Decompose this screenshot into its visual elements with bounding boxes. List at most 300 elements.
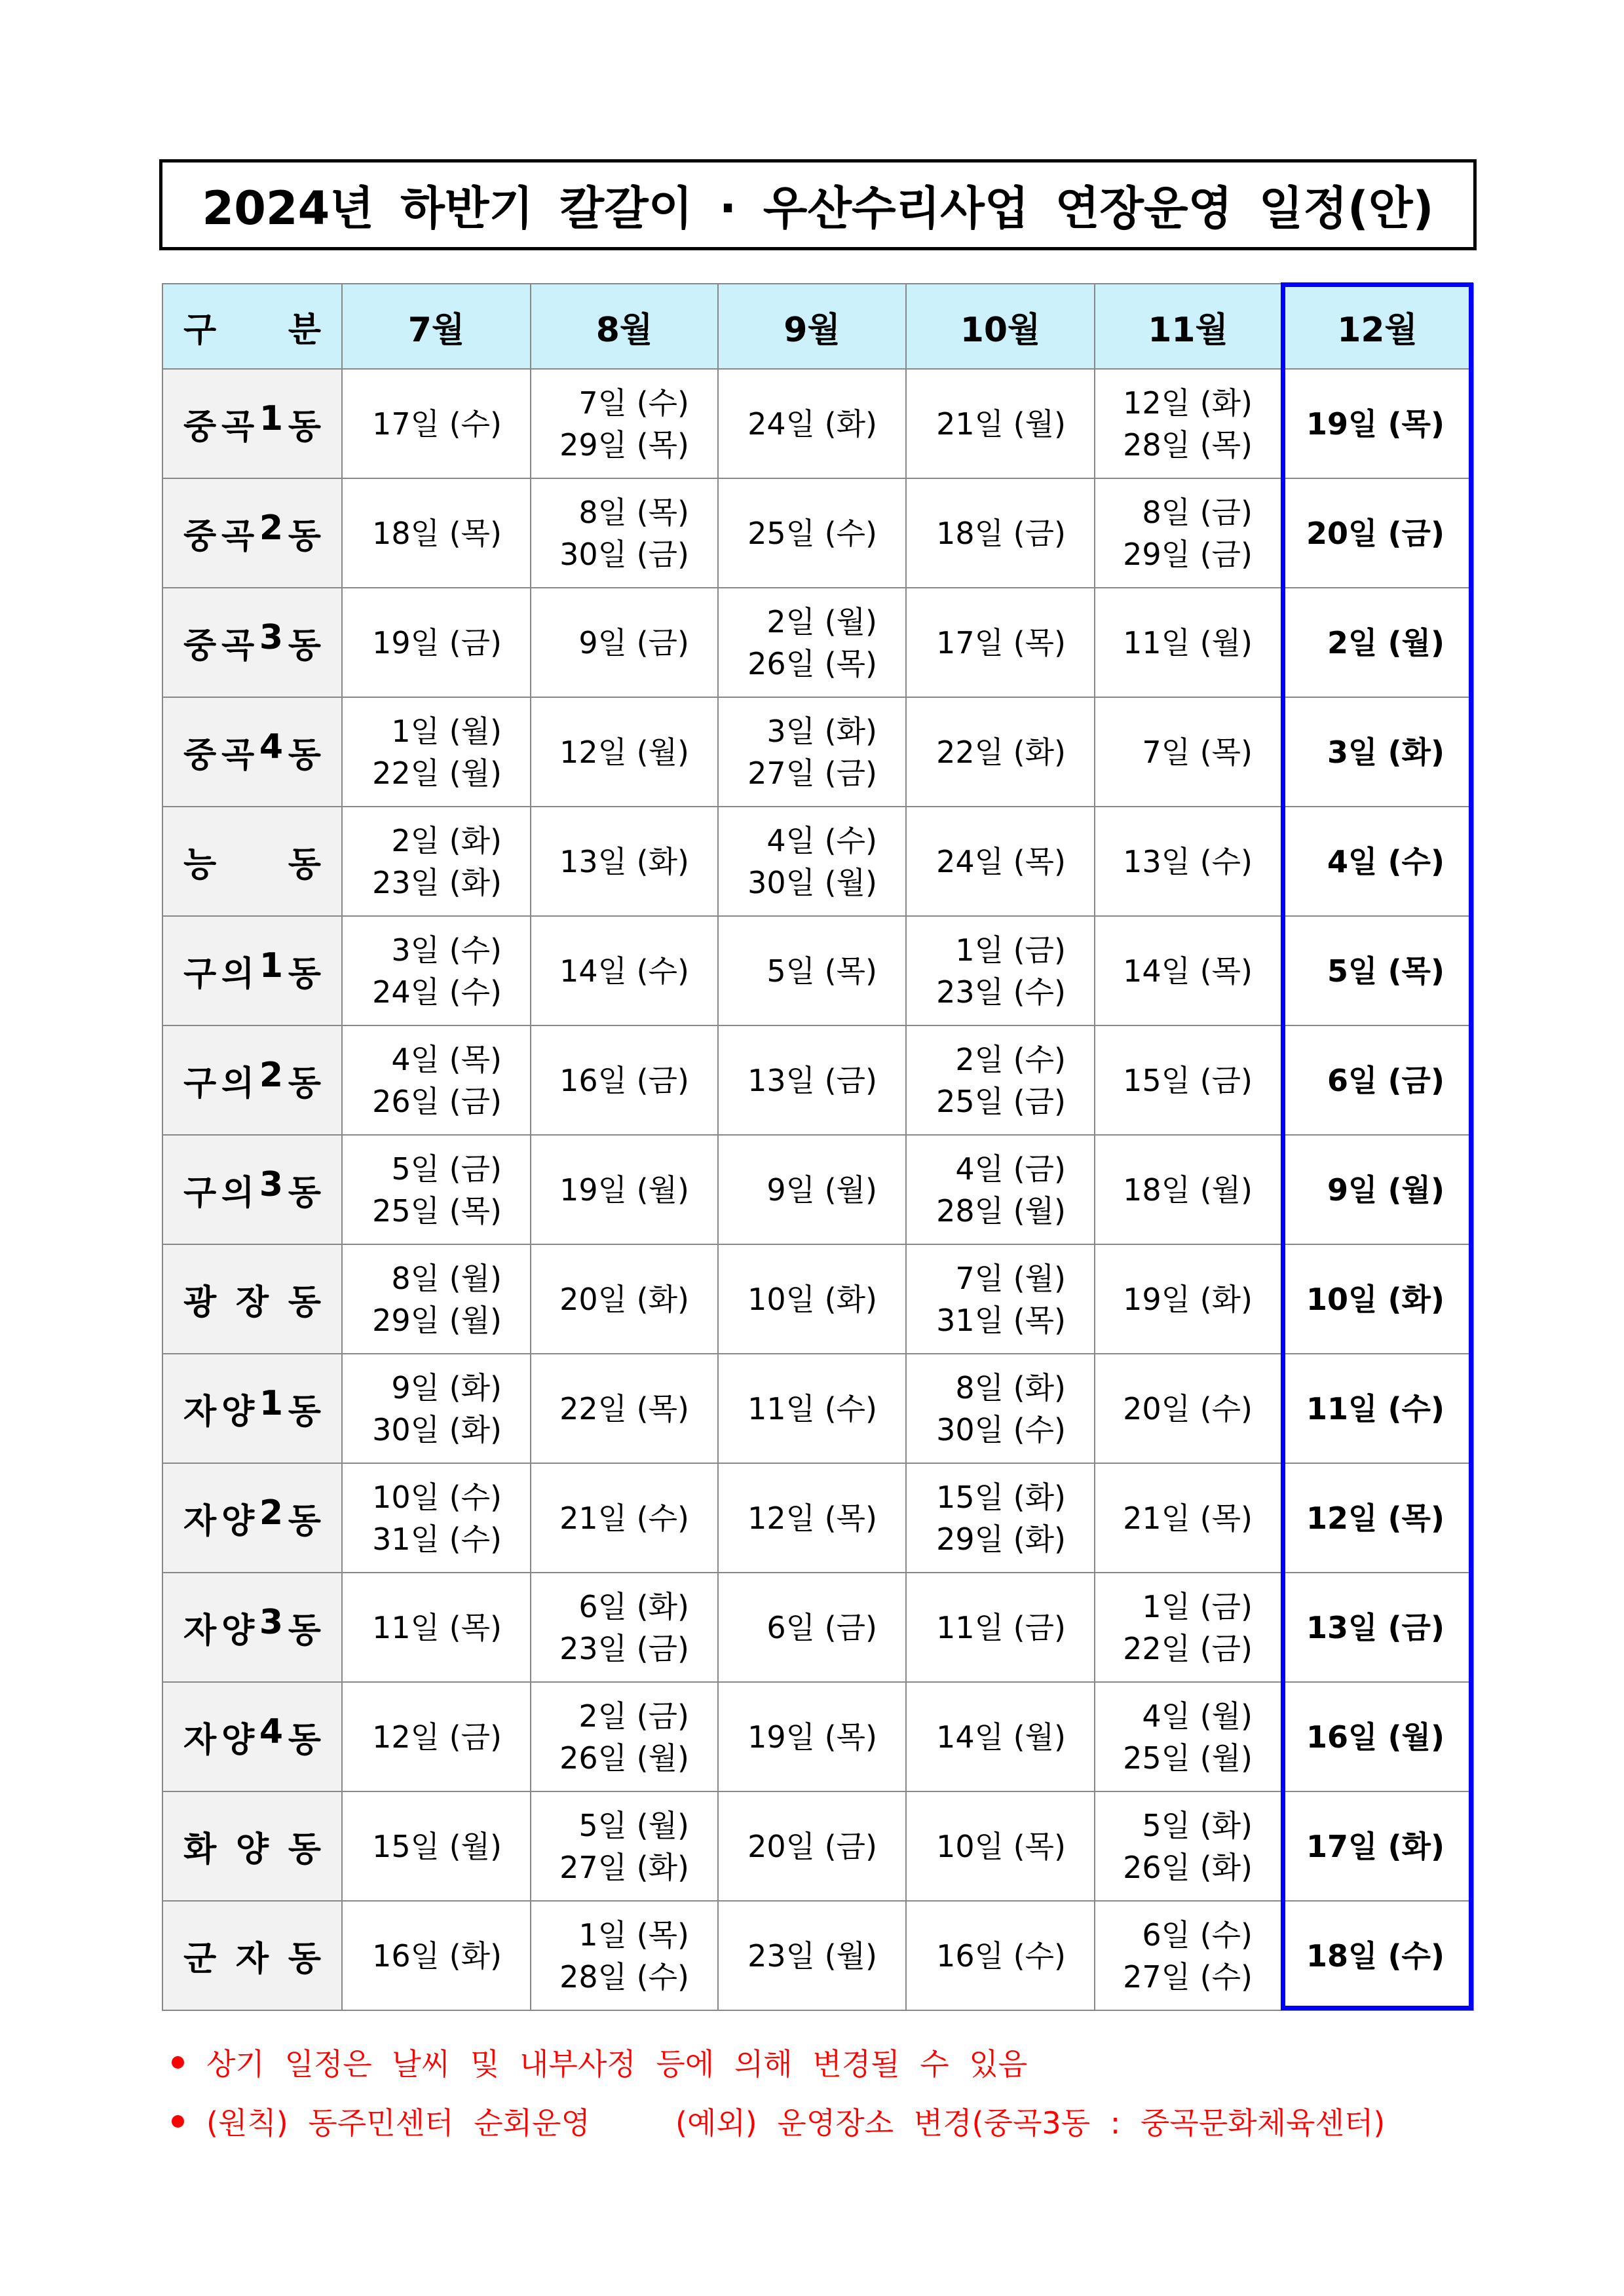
date-entry: 11일 (금) [936, 1609, 1066, 1645]
label-char: 곡 [221, 517, 255, 556]
date-cell [1281, 1025, 1473, 1135]
date-entry: 23일 (화) [372, 864, 502, 900]
date-cell [906, 478, 1095, 588]
date-entry: 20일 (수) [1123, 1390, 1253, 1426]
date-cell [718, 1025, 906, 1135]
date-cell [718, 588, 906, 697]
date-entry: 15일 (월) [372, 1828, 502, 1864]
date-entry: 20일 (화) [559, 1281, 689, 1317]
date-cell [906, 697, 1095, 807]
date-cell [1281, 1791, 1473, 1901]
date-cell [906, 1135, 1095, 1244]
date-cell [531, 916, 718, 1025]
table-row [162, 916, 1473, 1025]
date-entry: 30일 (화) [372, 1411, 502, 1447]
date-cell [718, 697, 906, 807]
date-cell [531, 1135, 718, 1244]
label-char: 1 [259, 946, 284, 985]
date-cell [1095, 1354, 1281, 1463]
label-char: 자 [235, 1940, 269, 1979]
dong-name-cell [162, 478, 342, 588]
date-entry: 21일 (목) [1123, 1500, 1253, 1536]
date-cell [1281, 478, 1473, 588]
date-entry: 19일 (금) [372, 624, 502, 660]
header-month-label: 7월 [407, 310, 465, 350]
dong-name [163, 1165, 341, 1214]
date-cell [1095, 1135, 1281, 1244]
label-char: 4 [259, 727, 284, 767]
dong-name-cell [162, 1135, 342, 1244]
date-entry: 13일 (수) [1123, 843, 1253, 879]
note-item [172, 2042, 1027, 2082]
label-char: 동 [288, 1721, 321, 1760]
date-entry: 26일 (화) [1123, 1849, 1253, 1885]
date-entry: 10일 (목) [936, 1828, 1066, 1864]
date-entry: 14일 (월) [936, 1719, 1066, 1755]
label-char: 자 [183, 1392, 217, 1432]
date-cell [906, 916, 1095, 1025]
date-entry: 5일 (화) [1142, 1807, 1253, 1843]
label-char: 동 [288, 845, 321, 885]
date-entry: 10일 (수) [372, 1479, 502, 1515]
date-entry: 17일 (목) [936, 624, 1066, 660]
date-entry: 2일 (월) [766, 603, 877, 640]
date-cell [1281, 369, 1473, 478]
date-cell [906, 588, 1095, 697]
date-cell [906, 1791, 1095, 1901]
date-cell [1095, 916, 1281, 1025]
date-entry: 5일 (목) [766, 953, 877, 989]
date-cell [531, 1025, 718, 1135]
label-char: 구 [183, 955, 217, 994]
label-char: 자 [183, 1611, 217, 1651]
date-entry: 28일 (월) [936, 1193, 1066, 1229]
date-cell [718, 1135, 906, 1244]
date-cell [718, 1463, 906, 1573]
date-entry: 15일 (금) [1123, 1062, 1253, 1098]
date-entry: 29일 (월) [372, 1302, 502, 1338]
date-entry: 24일 (목) [936, 843, 1066, 879]
header-month-cell [531, 284, 718, 369]
date-entry: 18일 (금) [936, 515, 1066, 551]
date-cell [906, 1025, 1095, 1135]
date-entry: 4일 (목) [391, 1041, 502, 1077]
date-cell [906, 1244, 1095, 1354]
table-row [162, 1244, 1473, 1354]
date-cell [1281, 1354, 1473, 1463]
dong-name-cell [162, 1025, 342, 1135]
label-char: 2 [259, 1056, 284, 1095]
date-cell [342, 1682, 531, 1791]
date-entry: 13일 (화) [559, 843, 689, 879]
label-char: 구 [183, 310, 217, 350]
date-entry: 17일 (수) [372, 406, 502, 442]
date-cell [531, 478, 718, 588]
label-char: 의 [221, 1064, 255, 1103]
date-cell [531, 697, 718, 807]
date-entry: 5일 (월) [578, 1807, 689, 1843]
label-char: 2 [259, 1493, 284, 1533]
date-cell [1281, 1135, 1473, 1244]
date-cell [342, 1791, 531, 1901]
date-entry: 4일 (수) [1327, 843, 1445, 879]
date-entry: 3일 (수) [391, 932, 502, 968]
date-entry: 5일 (금) [391, 1151, 502, 1187]
date-entry: 23일 (금) [559, 1630, 689, 1666]
label-char: 동 [288, 1830, 321, 1869]
date-cell [718, 369, 906, 478]
label-char: 구 [183, 1064, 217, 1103]
header-month-label: 10월 [960, 310, 1041, 350]
dong-name [163, 837, 341, 886]
dong-name-cell [162, 369, 342, 478]
header-month-cell [1095, 284, 1281, 369]
table-row [162, 1025, 1473, 1135]
date-entry: 7일 (수) [578, 385, 689, 421]
date-entry: 29일 (금) [1123, 536, 1253, 572]
label-char: 동 [288, 1283, 321, 1322]
date-cell [1095, 1573, 1281, 1682]
label-char: 3 [259, 618, 284, 657]
date-entry: 18일 (목) [372, 515, 502, 551]
schedule-table [162, 283, 1474, 2011]
date-cell [531, 1244, 718, 1354]
date-cell [1281, 1244, 1473, 1354]
label-char: 양 [221, 1502, 255, 1541]
date-cell [1281, 916, 1473, 1025]
date-cell [531, 1354, 718, 1463]
label-char: 장 [235, 1283, 269, 1322]
table-row [162, 697, 1473, 807]
date-cell [1095, 1901, 1281, 2010]
table-row [162, 1791, 1473, 1901]
date-cell [718, 1791, 906, 1901]
dong-name [163, 946, 341, 995]
table-row [162, 588, 1473, 697]
date-entry: 4일 (금) [955, 1151, 1066, 1187]
date-cell [342, 1244, 531, 1354]
dong-name [163, 727, 341, 776]
label-char: 동 [288, 1392, 321, 1432]
date-cell [906, 807, 1095, 916]
table-row [162, 1463, 1473, 1573]
date-entry: 4일 (수) [766, 822, 877, 858]
date-entry: 11일 (월) [1123, 624, 1253, 660]
date-entry: 10일 (화) [747, 1281, 877, 1317]
date-entry: 31일 (목) [936, 1302, 1066, 1338]
date-cell [906, 369, 1095, 478]
date-entry: 9일 (월) [1327, 1172, 1445, 1208]
note-exception: (예외) 운영장소 변경(중곡3동 : 중곡문화체육센터) [675, 2105, 1386, 2141]
date-cell [1095, 588, 1281, 697]
date-entry: 29일 (화) [936, 1521, 1066, 1557]
date-entry: 2일 (수) [955, 1041, 1066, 1077]
date-cell [1281, 1463, 1473, 1573]
date-cell [1095, 807, 1281, 916]
date-entry: 23일 (수) [936, 974, 1066, 1010]
date-entry: 10일 (화) [1306, 1281, 1445, 1317]
date-entry: 17일 (화) [1306, 1828, 1445, 1864]
date-entry: 7일 (목) [1142, 734, 1253, 770]
date-cell [906, 1682, 1095, 1791]
dong-name [163, 1493, 341, 1542]
date-cell [1281, 1573, 1473, 1682]
date-entry: 11일 (목) [372, 1609, 502, 1645]
date-cell [342, 478, 531, 588]
label-char: 곡 [221, 736, 255, 775]
date-cell [1095, 1244, 1281, 1354]
date-entry: 2일 (금) [578, 1698, 689, 1734]
label-char: 의 [221, 955, 255, 994]
date-entry: 19일 (목) [1306, 406, 1445, 442]
date-entry: 8일 (월) [391, 1260, 502, 1296]
date-entry: 3일 (화) [1327, 734, 1445, 770]
note-principle: (원칙) 동주민센터 순회운영 [206, 2105, 590, 2141]
date-entry: 16일 (화) [372, 1938, 502, 1974]
dong-name [163, 1822, 341, 1871]
date-entry: 27일 (수) [1123, 1959, 1253, 1995]
label-char: 동 [288, 736, 321, 775]
date-cell [531, 1682, 718, 1791]
dong-name [163, 1056, 341, 1105]
date-cell [1095, 369, 1281, 478]
dong-name-cell [162, 588, 342, 697]
date-entry: 15일 (화) [936, 1479, 1066, 1515]
date-entry: 25일 (목) [372, 1193, 502, 1229]
title-box [159, 159, 1477, 250]
date-entry: 1일 (월) [391, 713, 502, 749]
note-text: 상기 일정은 날씨 및 내부사정 등에 의해 변경될 수 있음 [206, 2046, 1028, 2082]
header-month-cell [342, 284, 531, 369]
dong-name [163, 508, 341, 558]
date-cell [1095, 1463, 1281, 1573]
date-entry: 3일 (화) [766, 713, 877, 749]
date-cell [1281, 807, 1473, 916]
dong-name [163, 1274, 341, 1324]
date-cell [531, 1791, 718, 1901]
date-entry: 6일 (금) [1327, 1062, 1445, 1098]
label-char: 1 [259, 1384, 284, 1423]
dong-name [163, 399, 341, 448]
date-entry: 16일 (월) [1306, 1719, 1445, 1755]
label-char: 중 [183, 736, 217, 775]
date-cell [906, 1354, 1095, 1463]
date-entry: 13일 (금) [1306, 1609, 1445, 1645]
date-cell [342, 1573, 531, 1682]
label-char: 동 [288, 1064, 321, 1103]
date-entry: 14일 (수) [559, 953, 689, 989]
label-char: 동 [288, 517, 321, 556]
date-entry: 13일 (금) [747, 1062, 877, 1098]
date-entry: 27일 (화) [559, 1849, 689, 1885]
date-cell [531, 807, 718, 916]
schedule-table-body [162, 369, 1473, 2010]
date-entry: 6일 (금) [766, 1609, 877, 1645]
label-char: 중 [183, 626, 217, 666]
dong-name-cell [162, 1573, 342, 1682]
date-cell [342, 369, 531, 478]
date-entry: 26일 (금) [372, 1083, 502, 1119]
label-char: 분 [288, 310, 321, 350]
date-entry: 26일 (월) [559, 1740, 689, 1776]
table-row [162, 1682, 1473, 1791]
dong-name [163, 1931, 341, 1980]
label-char: 양 [221, 1721, 255, 1760]
date-cell [1095, 1791, 1281, 1901]
label-char: 군 [183, 1940, 217, 1979]
date-cell [718, 1354, 906, 1463]
date-entry: 2일 (화) [391, 822, 502, 858]
note-item [172, 2101, 1385, 2141]
date-cell [531, 588, 718, 697]
table-row [162, 1901, 1473, 2010]
date-entry: 8일 (목) [578, 494, 689, 530]
table-row [162, 1354, 1473, 1463]
label-char: 4 [259, 1712, 284, 1751]
date-entry: 24일 (수) [372, 974, 502, 1010]
date-entry: 24일 (화) [747, 406, 877, 442]
date-cell [718, 916, 906, 1025]
date-entry: 31일 (수) [372, 1521, 502, 1557]
date-cell [342, 1901, 531, 2010]
date-cell [718, 478, 906, 588]
label-char: 양 [221, 1392, 255, 1432]
dong-name [163, 618, 341, 667]
date-cell [342, 1354, 531, 1463]
dong-name-cell [162, 916, 342, 1025]
date-cell [718, 1573, 906, 1682]
date-entry: 4일 (월) [1142, 1698, 1253, 1734]
date-entry: 21일 (월) [936, 406, 1066, 442]
bullet-icon [172, 2056, 184, 2069]
header-month-cell [1281, 284, 1473, 369]
label-char: 동 [288, 955, 321, 994]
table-row [162, 1573, 1473, 1682]
dong-name-cell [162, 1901, 342, 2010]
date-entry: 16일 (수) [936, 1938, 1066, 1974]
date-entry: 8일 (화) [955, 1369, 1066, 1406]
date-cell [1281, 697, 1473, 807]
label-char: 중 [183, 517, 217, 556]
date-entry: 23일 (월) [747, 1938, 877, 1974]
date-entry: 16일 (금) [559, 1062, 689, 1098]
date-entry: 12일 (월) [559, 734, 689, 770]
date-cell [342, 1025, 531, 1135]
label-char: 자 [183, 1721, 217, 1760]
dong-name-cell [162, 1244, 342, 1354]
label-char: 광 [183, 1283, 217, 1322]
date-entry: 30일 (수) [936, 1411, 1066, 1447]
date-cell [531, 1901, 718, 2010]
header-month-cell [718, 284, 906, 369]
date-cell [718, 1901, 906, 2010]
label-char: 동 [288, 1611, 321, 1651]
date-entry: 9일 (월) [766, 1172, 877, 1208]
label-char: 화 [183, 1830, 217, 1869]
date-entry: 25일 (금) [936, 1083, 1066, 1119]
date-cell [342, 916, 531, 1025]
label-char: 중 [183, 408, 217, 447]
label-char: 동 [288, 1174, 321, 1213]
date-cell [718, 1682, 906, 1791]
date-entry: 21일 (수) [559, 1500, 689, 1536]
date-entry: 7일 (월) [955, 1260, 1066, 1296]
header-category-label [163, 302, 341, 351]
date-entry: 18일 (수) [1306, 1938, 1445, 1974]
date-cell [906, 1901, 1095, 2010]
date-entry: 29일 (목) [559, 427, 689, 463]
date-entry: 12일 (금) [372, 1719, 502, 1755]
date-entry: 22일 (화) [936, 734, 1066, 770]
dong-name [163, 1712, 341, 1761]
label-char: 2 [259, 508, 284, 548]
date-entry: 9일 (화) [391, 1369, 502, 1406]
label-char: 양 [235, 1830, 269, 1869]
date-entry: 2일 (월) [1327, 624, 1445, 660]
table-row [162, 807, 1473, 916]
date-entry: 11일 (수) [1306, 1390, 1445, 1426]
date-entry: 9일 (금) [578, 624, 689, 660]
date-entry: 22일 (월) [372, 755, 502, 791]
date-entry: 20일 (금) [747, 1828, 877, 1864]
date-entry: 12일 (목) [1306, 1500, 1445, 1536]
date-cell [342, 1135, 531, 1244]
header-month-cell [906, 284, 1095, 369]
date-entry: 26일 (목) [747, 645, 877, 681]
date-cell [718, 1244, 906, 1354]
header-category-cell [162, 284, 342, 369]
dong-name-cell [162, 697, 342, 807]
date-entry: 27일 (금) [747, 755, 877, 791]
header-month-label: 9월 [784, 310, 840, 350]
header-row [162, 284, 1473, 369]
date-cell [342, 588, 531, 697]
date-cell [906, 1463, 1095, 1573]
date-entry: 6일 (화) [578, 1588, 689, 1624]
table-row [162, 478, 1473, 588]
date-entry: 1일 (금) [1142, 1588, 1253, 1624]
date-entry: 30일 (월) [747, 864, 877, 900]
label-char: 곡 [221, 626, 255, 666]
date-cell [531, 1463, 718, 1573]
label-char: 동 [288, 1502, 321, 1541]
label-char: 구 [183, 1174, 217, 1213]
date-entry: 28일 (수) [559, 1959, 689, 1995]
date-entry: 28일 (목) [1123, 427, 1253, 463]
table-row [162, 1135, 1473, 1244]
date-entry: 5일 (목) [1327, 953, 1445, 989]
date-cell [1095, 697, 1281, 807]
date-cell [342, 807, 531, 916]
date-cell [1281, 588, 1473, 697]
date-cell [342, 1463, 531, 1573]
date-entry: 1일 (목) [578, 1917, 689, 1953]
date-entry: 20일 (금) [1306, 515, 1445, 551]
date-entry: 19일 (목) [747, 1719, 877, 1755]
date-entry: 19일 (화) [1123, 1281, 1253, 1317]
date-cell [1095, 1025, 1281, 1135]
bullet-icon [172, 2115, 184, 2128]
date-entry: 14일 (목) [1123, 953, 1253, 989]
date-cell [342, 697, 531, 807]
dong-name [163, 1603, 341, 1652]
label-char: 의 [221, 1174, 255, 1213]
dong-name-cell [162, 1791, 342, 1901]
date-cell [1281, 1901, 1473, 2010]
date-entry: 6일 (수) [1142, 1917, 1253, 1953]
dong-name [163, 1384, 341, 1433]
label-char: 곡 [221, 408, 255, 447]
